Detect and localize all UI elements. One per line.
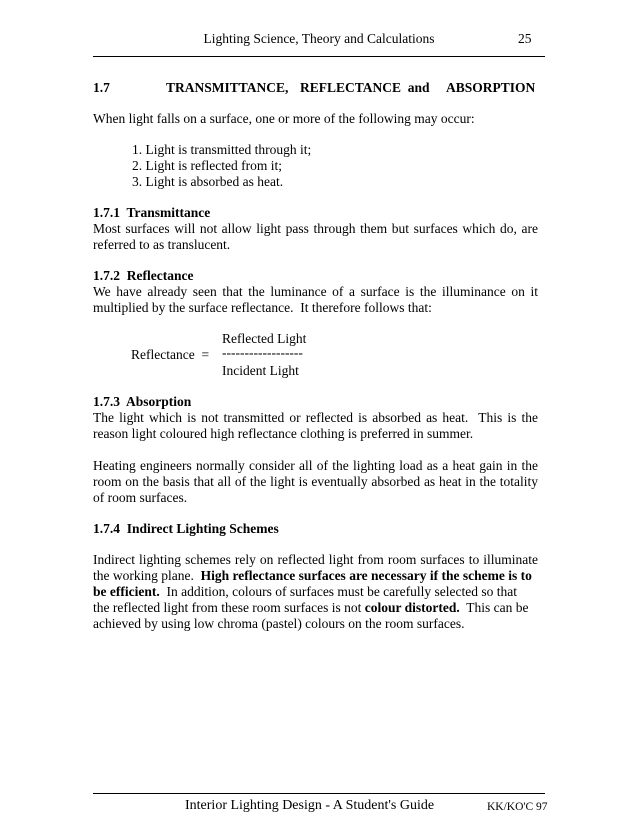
running-header-title: Lighting Science, Theory and Calculations [203,31,435,46]
body-text-line: multiplied by the surface reflectance. It therefore follows that: [93,300,432,315]
formula-denominator: Incident Light [222,363,299,378]
body-text-line: The light which is not transmitted or reflected is absorbed as heat. This is the [93,410,538,425]
body-text-line: of room surfaces. [93,490,188,505]
body-text-run: This can be [459,600,529,615]
subsection-heading-transmittance: 1.7.1 Transmittance [93,205,211,220]
footer-code: KK/KO'C 97 [487,801,548,813]
body-text-run: the working plane. [93,568,201,583]
subsection-heading-absorption: 1.7.3 Absorption [93,394,192,409]
intro-text: When light falls on a surface, one or more of the following may occur: [93,111,475,126]
list-item: 1. Light is transmitted through it; [132,142,312,157]
footer-rule [93,793,545,794]
body-text-run: In addition, colours of surfaces must be carefully selected so that [159,584,517,599]
emphasis-text: be efficient. [93,584,160,599]
formula-fraction-bar: ------------------ [222,345,303,360]
header-rule [93,56,545,57]
subsection-heading-indirect-lighting: 1.7.4 Indirect Lighting Schemes [93,521,279,536]
emphasis-text: High reflectance surfaces are necessary if the scheme is to [200,568,532,583]
formula-label: Reflectance = [131,347,210,362]
subsection-heading-reflectance: 1.7.2 Reflectance [93,268,194,283]
section-title-word-3: ABSORPTION [446,80,536,95]
emphasis-text: colour distorted. [364,600,460,615]
list-item: 2. Light is reflected from it; [132,158,282,173]
page-number: 25 [518,31,532,46]
footer-title: Interior Lighting Design - A Student's Guide [185,798,435,813]
body-text-line: reason light coloured high reflectance clothing is preferred in summer. [93,426,474,441]
body-text-line: We have already seen that the luminance of a surface is the illuminance on it [93,284,538,299]
body-text-run: the reflected light from these room surfaces is not [93,600,365,615]
body-text-line: Indirect lighting schemes rely on reflected light from room surfaces to illuminate [93,552,538,567]
body-text-line [93,599,538,616]
formula-numerator: Reflected Light [222,331,307,346]
body-text-line: Most surfaces will not allow light pass through them but surfaces which do, are [93,221,538,236]
section-title-word-1: TRANSMITTANCE, [166,80,289,95]
section-title-word-2: REFLECTANCE and [300,80,430,95]
body-text-line [93,567,538,584]
body-text-line: Heating engineers normally consider all of the lighting load as a heat gain in the [93,458,538,473]
section-number: 1.7 [93,80,110,95]
body-text-line: achieved by using low chroma (pastel) colours on the room surfaces. [93,616,465,631]
body-text-line: room on the basis that all of the light is eventually absorbed as heat in the totality [93,474,538,489]
list-item: 3. Light is absorbed as heat. [132,174,284,189]
body-text-line [93,583,538,600]
body-text-line: referred to as translucent. [93,237,231,252]
